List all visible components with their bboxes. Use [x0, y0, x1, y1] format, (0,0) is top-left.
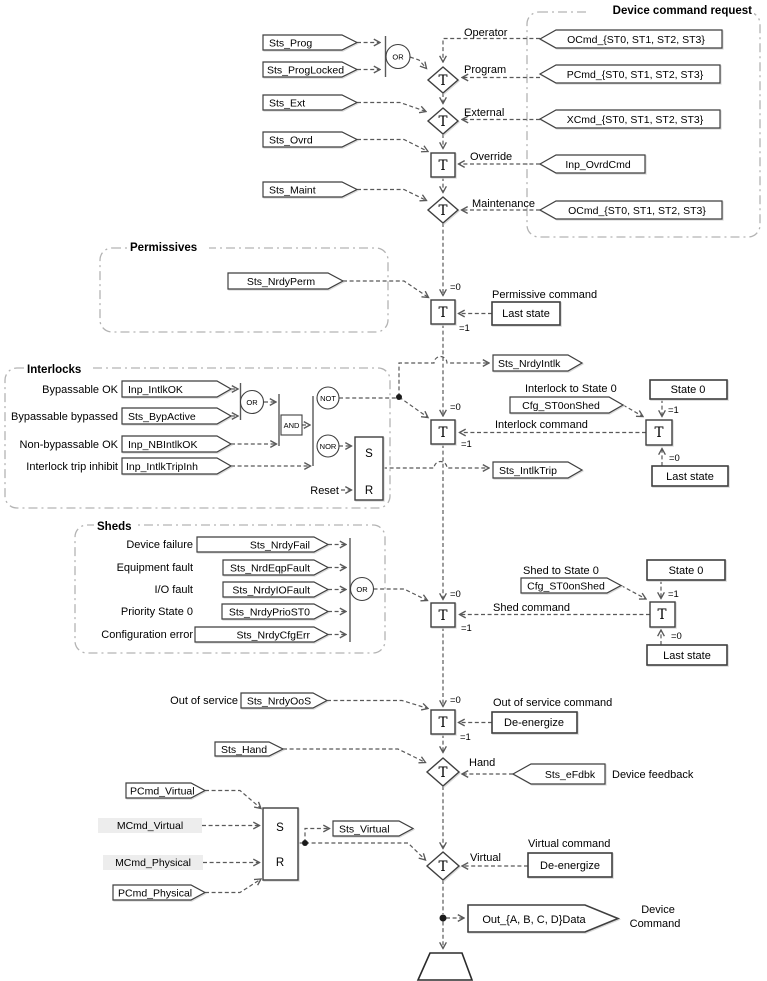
svg-text:Priority State 0: Priority State 0 [120, 606, 193, 618]
svg-text:MCmd_Virtual: MCmd_Virtual [116, 820, 184, 832]
or-gate-interlock [241, 391, 264, 414]
svg-text:T: T [438, 859, 448, 875]
svg-text:AND: AND [283, 421, 300, 430]
command-row-maintenance [472, 198, 722, 219]
selector-shed-state [650, 602, 675, 627]
shed-last-state-box [647, 645, 727, 665]
out-of-service-command-label: Out of service command [493, 697, 613, 709]
svg-text:Sts_Ovrd: Sts_Ovrd [269, 134, 313, 147]
junction-dot-interlock [396, 394, 402, 400]
svg-text:De-energize: De-energize [540, 860, 600, 872]
svg-text:Device failure: Device failure [126, 539, 193, 551]
out-of-service-label: Out of service [170, 695, 238, 707]
svg-text:Inp_OvrdCmd: Inp_OvrdCmd [565, 159, 631, 171]
svg-text:State 0: State 0 [670, 384, 706, 396]
override-label: Override [470, 151, 513, 163]
svg-text:Sts_NrdyPrioST0: Sts_NrdyPrioST0 [228, 606, 310, 619]
hand-label: Hand [469, 757, 496, 769]
svg-text:T: T [654, 425, 664, 441]
device-command-output-label [630, 904, 681, 930]
tag-inp-nbintlkok [122, 436, 231, 452]
reset-label: Reset [310, 485, 339, 497]
junction-dot-output [440, 915, 447, 922]
permissive-last-state-box [492, 302, 560, 325]
virtual-command-label: Virtual command [528, 838, 611, 850]
device-command-request-title: Device command request [612, 5, 752, 17]
svg-text:Cfg_ST0onShed: Cfg_ST0onShed [522, 400, 600, 412]
selector-interlock [431, 420, 455, 444]
shed-to-state0-label: Shed to State 0 [523, 565, 599, 577]
tag-sts-nrdypriost0 [222, 604, 328, 619]
tag-sts-nrdyperm [228, 273, 343, 289]
svg-text:Bypassable bypassed: Bypassable bypassed [10, 411, 118, 423]
tag-sts-nrdeqpfault [223, 560, 328, 575]
selector-virtual [427, 852, 459, 880]
svg-text:De-energize: De-energize [504, 717, 564, 729]
tag-cfg-st0onshed-shed [521, 578, 621, 593]
tag-sts-intlktrip [493, 462, 582, 478]
tag-inp-intlkok [122, 381, 231, 397]
command-row-external [464, 107, 720, 128]
svg-text:Sts_BypActive: Sts_BypActive [128, 411, 196, 423]
selector-hand [427, 758, 459, 786]
svg-text:Inp_IntlkOK: Inp_IntlkOK [128, 384, 183, 396]
virtual-label: Virtual [470, 852, 501, 864]
selector-shed [431, 603, 455, 627]
intlk-right-eq0-label: =0 [669, 453, 680, 464]
command-row-operator [464, 27, 722, 48]
tag-sts-maint [263, 182, 357, 197]
svg-text:Inp_IntlkTripInh: Inp_IntlkTripInh [126, 461, 198, 473]
shed-right-eq1-label: =1 [668, 589, 679, 600]
svg-text:Sts_NrdEqpFault: Sts_NrdEqpFault [230, 562, 310, 575]
interlock-state0-box [650, 380, 727, 399]
svg-text:Out_{A, B, C, D}Data: Out_{A, B, C, D}Data [482, 914, 586, 926]
svg-text:Last state: Last state [666, 471, 714, 483]
tag-sts-nrdyfail [197, 537, 328, 552]
operator-label: Operator [464, 27, 508, 39]
svg-text:Sts_ProgLocked: Sts_ProgLocked [267, 64, 345, 77]
svg-text:Sts_NrdyIntlk: Sts_NrdyIntlk [498, 358, 561, 370]
tag-inp-intlktripinh [122, 458, 231, 474]
perm-eq1-label: =1 [459, 323, 470, 334]
selector-permissive [431, 300, 455, 324]
svg-text:Sts_Ext: Sts_Ext [269, 97, 306, 110]
svg-text:Equipment fault: Equipment fault [116, 562, 193, 574]
tag-sts-efdbk [513, 764, 605, 784]
svg-text:MCmd_Physical: MCmd_Physical [115, 857, 191, 869]
tag-sts-nrdyoos [241, 693, 327, 708]
not-gate-interlock [317, 387, 339, 409]
shed-eq0-label: =0 [450, 589, 461, 600]
svg-text:OR: OR [392, 52, 404, 62]
sr-latch-interlock [355, 437, 383, 500]
svg-text:NOT: NOT [320, 394, 336, 403]
svg-text:Sts_NrdyFail: Sts_NrdyFail [249, 539, 310, 552]
tag-sts-nrdyintlk [493, 355, 582, 371]
mcmd-virtual-box [98, 818, 202, 833]
svg-text:T: T [438, 305, 448, 321]
svg-text:XCmd_{ST0, ST1, ST2, ST3}: XCmd_{ST0, ST1, ST2, ST3} [566, 114, 704, 126]
svg-text:T: T [438, 73, 448, 89]
tag-sts-proglocked [263, 62, 357, 77]
svg-text:OCmd_{ST0, ST1, ST2, ST3}: OCmd_{ST0, ST1, ST2, ST3} [568, 205, 706, 217]
svg-text:PCmd_{ST0, ST1, ST2, ST3}: PCmd_{ST0, ST1, ST2, ST3} [566, 69, 704, 81]
svg-text:NOR: NOR [319, 442, 337, 451]
selector-operator-program [428, 67, 458, 93]
svg-text:T: T [438, 158, 448, 174]
svg-text:R: R [364, 485, 374, 497]
selector-interlock-state [646, 420, 672, 445]
virtual-deenergize-box [528, 853, 612, 877]
tag-sts-virtual [333, 821, 413, 836]
shed-state0-box [647, 560, 725, 580]
tag-sts-hand [215, 742, 283, 756]
nor-gate-interlock [317, 435, 339, 457]
sheds-title: Sheds [97, 521, 132, 533]
or-gate-sheds [351, 578, 374, 601]
svg-text:Sts_Hand: Sts_Hand [221, 744, 268, 756]
svg-text:T: T [438, 114, 448, 130]
shed-eq1-label: =1 [461, 623, 472, 634]
svg-text:T: T [438, 715, 448, 731]
svg-text:T: T [438, 425, 448, 441]
svg-text:Sts_Virtual: Sts_Virtual [339, 823, 390, 836]
intlk-eq1-label: =1 [461, 439, 472, 450]
tag-sts-nrdycfgerr [195, 627, 328, 642]
interlock-row-labels [11, 384, 119, 473]
permissive-command-label: Permissive command [492, 289, 598, 301]
svg-text:Command: Command [629, 918, 681, 930]
selector-external [428, 108, 458, 134]
svg-text:Last state: Last state [502, 308, 550, 320]
external-label: External [464, 107, 505, 119]
svg-text:T: T [657, 607, 667, 623]
svg-text:I/O fault: I/O fault [154, 584, 193, 596]
intlk-right-eq1-label: =1 [668, 405, 679, 416]
svg-text:T: T [438, 608, 448, 624]
tag-cfg-st0onshed-interlock [510, 397, 623, 413]
svg-text:Sts_eFdbk: Sts_eFdbk [544, 769, 596, 781]
selector-out-of-service [431, 710, 455, 734]
selector-maintenance [428, 197, 458, 223]
svg-text:PCmd_Physical: PCmd_Physical [118, 887, 193, 900]
mcmd-physical-box [103, 855, 203, 870]
shed-right-eq0-label: =0 [671, 631, 682, 642]
program-label: Program [464, 64, 507, 76]
device-feedback-label: Device feedback [612, 769, 694, 781]
svg-text:State 0: State 0 [668, 565, 704, 577]
svg-text:Cfg_ST0onShed: Cfg_ST0onShed [527, 580, 605, 593]
svg-text:Sts_IntlkTrip: Sts_IntlkTrip [499, 465, 557, 477]
svg-text:Sts_NrdyIOFault: Sts_NrdyIOFault [232, 584, 310, 597]
selector-override [431, 153, 455, 177]
permissives-title: Permissives [130, 242, 198, 254]
svg-text:R: R [275, 857, 285, 869]
svg-text:Configuration error: Configuration error [101, 629, 193, 641]
svg-text:Device: Device [641, 904, 675, 916]
svg-text:Sts_Maint: Sts_Maint [269, 184, 316, 197]
tag-sts-ovrd [263, 132, 357, 147]
svg-text:Inp_NBIntlkOK: Inp_NBIntlkOK [128, 439, 198, 451]
or-gate-prog [386, 45, 410, 69]
sr-latch-virtual [263, 808, 298, 880]
oos-eq0-label: =0 [450, 695, 461, 706]
svg-text:OR: OR [246, 398, 258, 407]
tag-out-data [468, 905, 618, 932]
intlk-eq0-label: =0 [450, 402, 461, 413]
command-row-program [464, 64, 720, 83]
svg-text:Interlock trip inhibit: Interlock trip inhibit [26, 461, 118, 473]
tag-sts-ext [263, 95, 357, 110]
interlocks-title: Interlocks [27, 364, 82, 376]
svg-text:PCmd_Virtual: PCmd_Virtual [130, 785, 195, 798]
command-row-override [470, 151, 645, 173]
tag-pcmd-physical [113, 885, 205, 900]
tag-pcmd-virtual [126, 783, 205, 798]
and-gate-interlock [281, 415, 302, 435]
oos-deenergize-box [492, 712, 577, 733]
svg-text:T: T [438, 765, 448, 781]
svg-text:OCmd_{ST0, ST1, ST2, ST3}: OCmd_{ST0, ST1, ST2, ST3} [567, 34, 705, 46]
svg-text:S: S [365, 448, 373, 460]
svg-text:Sts_Prog: Sts_Prog [269, 37, 313, 50]
maintenance-label: Maintenance [472, 198, 535, 210]
svg-text:T: T [438, 203, 448, 219]
svg-text:Sts_NrdyOoS: Sts_NrdyOoS [246, 695, 312, 708]
perm-eq0-label: =0 [450, 282, 461, 293]
shed-command-label: Shed command [493, 602, 571, 614]
svg-text:Non-bypassable OK: Non-bypassable OK [19, 439, 118, 451]
junction-dot-virtual [302, 840, 308, 846]
svg-text:Last state: Last state [663, 650, 711, 662]
oos-eq1-label: =1 [460, 732, 471, 743]
svg-text:Sts_NrdyPerm: Sts_NrdyPerm [246, 276, 316, 288]
tag-sts-nrdyiofault [223, 582, 328, 597]
svg-text:OR: OR [356, 585, 368, 594]
tag-sts-prog [263, 35, 357, 50]
svg-text:Bypassable OK: Bypassable OK [42, 384, 118, 396]
tag-sts-bypactive [122, 408, 231, 424]
interlock-last-state-box [652, 466, 728, 486]
interlock-to-state0-label: Interlock to State 0 [525, 383, 617, 395]
svg-text:Sts_NrdyCfgErr: Sts_NrdyCfgErr [236, 629, 310, 642]
svg-text:S: S [276, 822, 284, 834]
shed-row-labels [101, 539, 193, 641]
interlock-command-label: Interlock command [495, 419, 588, 431]
device-terminator-shape [418, 953, 472, 980]
